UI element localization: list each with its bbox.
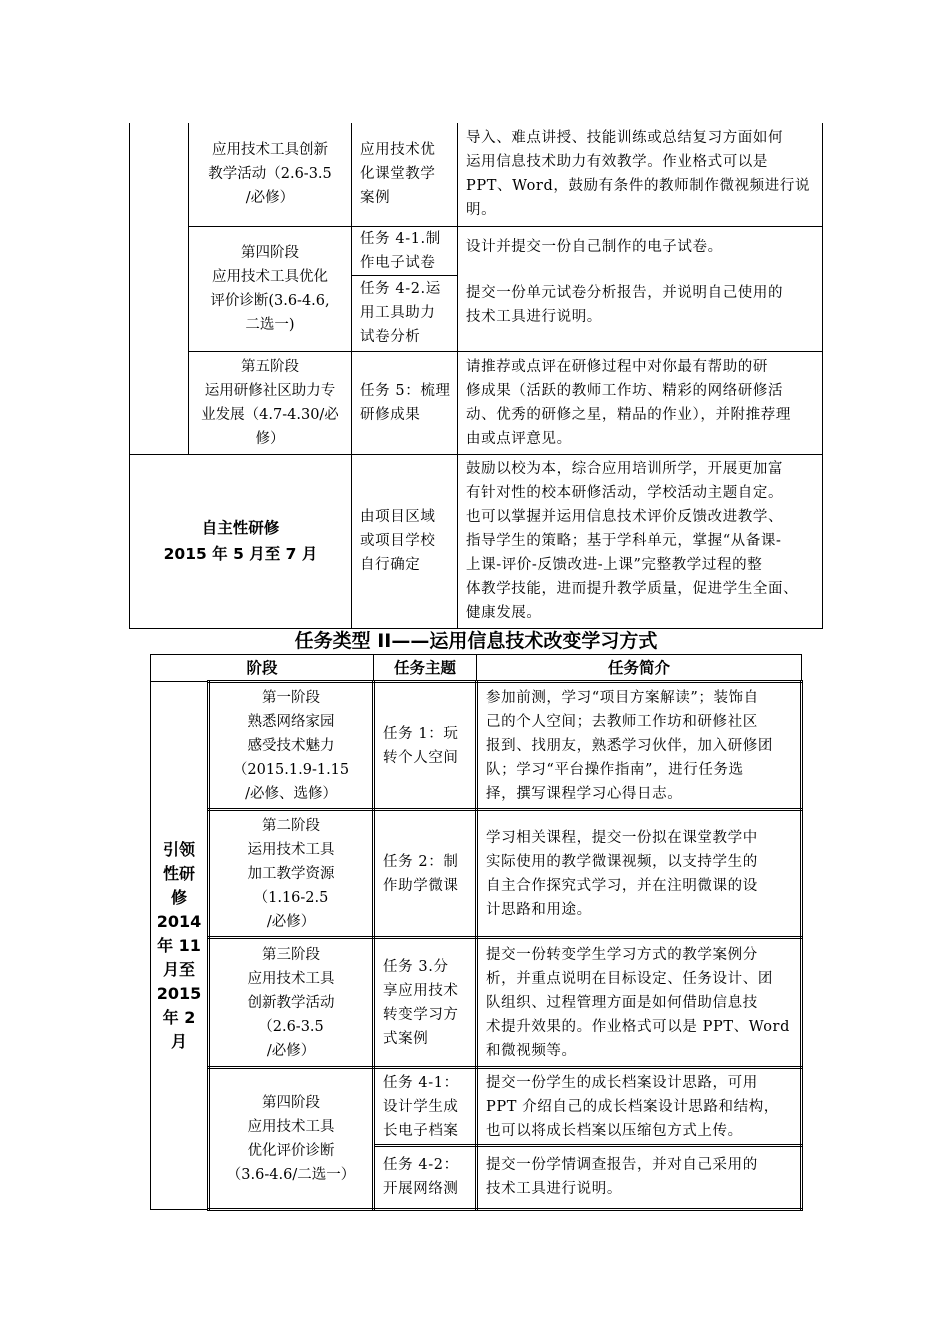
desc-cell: 请推荐或点评在研修过程中对你最有帮助的研 修成果（活跃的教师工作坊、精彩的网络研修活 动、优秀的研修之星，精品的作业），并附推荐理 由或点评意见。 — [458, 351, 823, 454]
stage-cell: 应用技术工具创新 教学活动（2.6-3.5 /必修） — [189, 123, 352, 226]
stage-cell: 第三阶段 应用技术工具 创新教学活动 （2.6-3.5 /必修） — [209, 938, 374, 1068]
section-title: 任务类型 II——运用信息技术改变学习方式 — [294, 630, 658, 652]
desc-cell: 参加前测，学习“项目方案解读”；装饰自 己的个人空间；去教师工作坊和研修社区 报到、找朋友，熟悉学习伙伴，加入研修团 队；学习“平台操作指南”，进行任务选 择，撰写课程学习心得日志。 — [477, 682, 802, 810]
task-cell: 由项目区域 或项目学校 自行确定 — [352, 454, 458, 628]
task-cell: 任务 4-1： 设计学生成 长电子档案 — [374, 1068, 477, 1146]
table-row — [151, 1068, 802, 1146]
task-cell: 任务 2：制 作助学微课 — [374, 810, 477, 938]
table-row — [130, 351, 823, 454]
header-task: 任务主题 — [374, 655, 477, 682]
table-2 — [150, 654, 803, 1211]
table-row — [151, 810, 802, 938]
side-label: 引领 性研 修 2014 年 11 月至 2015 年 2 月 — [151, 682, 209, 1210]
task-cell: 任务 4-2： 开展网络测 — [374, 1146, 477, 1210]
header-desc: 任务简介 — [477, 655, 802, 682]
desc-cell: 提交一份学生的成长档案设计思路，可用 PPT 介绍自己的成长档案设计思路和结构， 也可以将成长档案以压缩包方式上传。 — [477, 1068, 802, 1146]
task-cell: 任务 1：玩 转个人空间 — [374, 682, 477, 810]
stage-cell: 第二阶段 运用技术工具 加工教学资源 （1.16-2.5 /必修） — [209, 810, 374, 938]
task-cell: 任务 4-1.制 作电子试卷 — [352, 226, 458, 275]
desc-cell-group — [458, 226, 823, 351]
desc-cell: 学习相关课程，提交一份拟在课堂教学中 实际使用的教学微课视频，以支持学生的 自主合作探究式学习，并在注明微课的设 计思路和用途。 — [477, 810, 802, 938]
task-cell: 任务 4-2.运 用工具助力 试卷分析 — [352, 275, 458, 351]
stage-cell: 第四阶段 应用技术工具 优化评价诊断 （3.6-4.6/二选一） — [209, 1068, 374, 1210]
desc-cell: 鼓励以校为本，综合应用培训所学，开展更加富 有针对性的校本研修活动，学校活动主题自定。 也可以掌握并运用信息技术评价反馈改进教学、 指导学生的策略；基于学科单元，掌握“从备课- 上课-评价-反馈改进-上课”完整教学过程的整 体教学技能，进而提升教学质量，促进学生全面、 健康发展。 — [458, 454, 823, 628]
desc-cell: 导入、难点讲授、技能训练或总结复习方面如何 运用信息技术助力有效教学。作业格式可以是 PPT、Word，鼓励有条件的教师制作微视频进行说 明。 — [458, 123, 823, 226]
task-cell: 任务 5：梳理 研修成果 — [352, 351, 458, 454]
table-1 — [129, 123, 823, 629]
desc-cell: 提交一份学情调查报告，并对自己采用的 技术工具进行说明。 — [477, 1146, 802, 1210]
stage-cell: 第五阶段 运用研修社区助力专 业发展（4.7-4.30/必 修） — [189, 351, 352, 454]
stage-cell: 第四阶段 应用技术工具优化 评价诊断(3.6-4.6, 二选一) — [189, 226, 352, 351]
table-row — [151, 938, 802, 1068]
table-row — [130, 226, 823, 275]
desc-cell: 提交一份单元试卷分析报告，并说明自己使用的 技术工具进行说明。 — [466, 284, 784, 325]
desc-cell: 提交一份转变学生学习方式的教学案例分 析，并重点说明在目标设定、任务设计、团 队组织、过程管理方面是如何借助信息技 术提升效果的。作业格式可以是 PPT、Word 和微视频等。 — [477, 938, 802, 1068]
self-study-label: 自主性研修 2015 年 5 月至 7 月 — [130, 454, 352, 628]
task-cell: 应用技术优 化课堂教学 案例 — [352, 123, 458, 226]
desc-cell: 设计并提交一份自己制作的电子试卷。 — [466, 238, 723, 255]
table-header-row — [151, 655, 802, 682]
table-row — [130, 454, 823, 628]
header-stage: 阶段 — [151, 655, 374, 682]
side-cell-blank — [130, 123, 189, 454]
task-cell: 任务 3.分 享应用技术 转变学习方 式案例 — [374, 938, 477, 1068]
table-row — [130, 123, 823, 226]
stage-cell: 第一阶段 熟悉网络家园 感受技术魅力 （2015.1.9-1.15 /必修、选修） — [209, 682, 374, 810]
table-row — [151, 682, 802, 810]
